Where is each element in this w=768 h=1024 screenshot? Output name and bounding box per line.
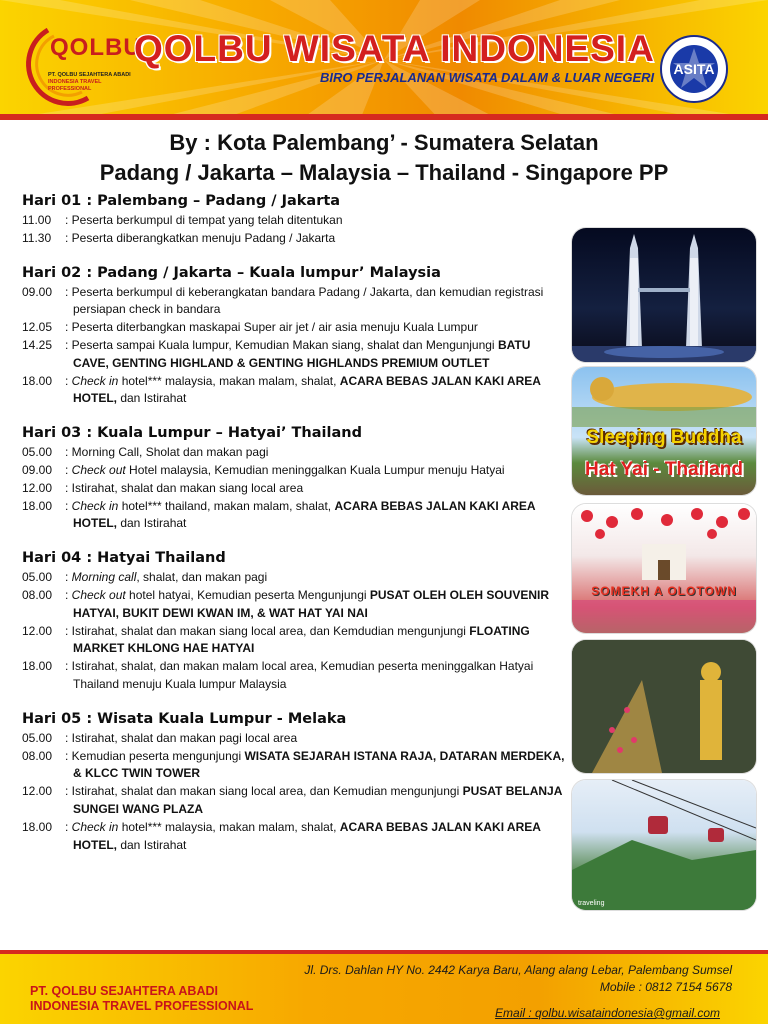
photo-caption-location: Hat Yai - Thailand bbox=[584, 459, 744, 480]
itinerary-day bbox=[22, 711, 567, 855]
schedule-row bbox=[22, 498, 567, 534]
schedule-time: 08.00 bbox=[22, 748, 53, 763]
description-bold: ACARA BEBAS JALAN KAKI AREA HOTEL, bbox=[73, 498, 536, 531]
description-pre-italic: : bbox=[65, 462, 72, 477]
schedule-row bbox=[22, 444, 567, 462]
day-title: Hari 03 : Kuala Lumpur – Hatyai’ Thailand bbox=[22, 425, 362, 442]
route-destinations-title: Padang / Jakarta – Malaysia – Thailand - Singapore PP bbox=[99, 160, 669, 185]
brand-name: QOLBU WISATA INDONESIA bbox=[134, 28, 655, 69]
schedule-description bbox=[65, 819, 567, 855]
header-banner bbox=[0, 0, 768, 120]
description-italic: Check out bbox=[71, 462, 126, 477]
itinerary-day bbox=[22, 425, 567, 533]
schedule-row bbox=[22, 730, 567, 748]
schedule-description bbox=[65, 587, 567, 623]
schedule-description bbox=[65, 462, 567, 480]
schedule-time: 09.00 bbox=[22, 284, 53, 299]
schedule-description bbox=[65, 658, 567, 694]
schedule-row bbox=[22, 783, 567, 819]
photo-caption-title: Sleeping Buddha bbox=[586, 427, 742, 448]
photo-lantern-temple bbox=[572, 504, 756, 633]
day-title: Hari 01 : Palembang – Padang / Jakarta bbox=[22, 193, 341, 209]
schedule-row bbox=[22, 212, 567, 230]
description-pre-italic: : bbox=[65, 373, 72, 388]
description-text: hotel*** malaysia, makan malam, shalat, bbox=[118, 373, 340, 388]
schedule-row bbox=[22, 569, 567, 587]
logo-sub-company: PT. QOLBU SEJAHTERA ABADI bbox=[48, 72, 131, 78]
schedule-row bbox=[22, 623, 567, 659]
schedule-time: 05.00 bbox=[22, 570, 53, 585]
logo-subtitle bbox=[48, 72, 138, 93]
schedule-description bbox=[65, 783, 567, 819]
description-text: Hotel malaysia, Kemudian meninggalkan Kuala Lumpur menuju Hatyai bbox=[125, 462, 505, 477]
cable-car-illustration bbox=[572, 780, 756, 910]
schedule-time: 09.00 bbox=[22, 462, 53, 477]
logo-text: QOLBU bbox=[50, 34, 142, 61]
description-text: : Morning Call, Sholat dan makan pagi bbox=[65, 445, 269, 460]
schedule-description bbox=[65, 444, 567, 462]
itinerary-day bbox=[22, 265, 567, 409]
description-text: : Istirahat, shalat dan makan siang local area, dan Kemudian mengunjungi bbox=[65, 784, 463, 799]
schedule-description bbox=[65, 730, 567, 748]
photo-petronas-towers bbox=[572, 228, 756, 362]
schedule-row bbox=[22, 462, 567, 480]
description-italic: Check in bbox=[71, 373, 119, 388]
description-post: dan Istirahat bbox=[117, 837, 187, 852]
schedule-row bbox=[22, 587, 567, 623]
schedule-time: 05.00 bbox=[22, 445, 53, 460]
description-text: : Peserta diberangkatkan menuju Padang / Jakarta bbox=[65, 230, 336, 245]
description-bold: ACARA BEBAS JALAN KAKI AREA HOTEL, bbox=[73, 373, 541, 406]
description-bold: BATU CAVE, GENTING HIGHLAND & GENTING HIGHLANDS PREMIUM OUTLET bbox=[73, 337, 531, 370]
schedule-time: 08.00 bbox=[22, 587, 53, 602]
schedule-description bbox=[65, 480, 567, 498]
description-pre-italic: : bbox=[65, 570, 72, 585]
schedule-row bbox=[22, 480, 567, 498]
schedule-description bbox=[65, 284, 567, 320]
day-title: Hari 05 : Wisata Kuala Lumpur - Melaka bbox=[22, 710, 347, 727]
footer-banner bbox=[0, 950, 768, 1024]
footer-address: Jl. Drs. Dahlan HY No. 2442 Karya Baru, Alang alang Lebar, Palembang Sumsel bbox=[304, 963, 732, 977]
description-post: dan Istirahat bbox=[117, 391, 187, 406]
footer-contact bbox=[304, 962, 732, 996]
lantern-illustration bbox=[572, 504, 756, 633]
schedule-description bbox=[65, 230, 567, 248]
schedule-time: 18.00 bbox=[22, 659, 53, 674]
schedule-time: 12.05 bbox=[22, 320, 53, 335]
photo-sleeping-buddha bbox=[572, 367, 756, 495]
description-text: hotel*** malaysia, makan malam, shalat, bbox=[118, 819, 340, 834]
footer-email-link[interactable]: Email : qolbu.wisataindonesia@gmail.com bbox=[495, 1006, 720, 1020]
photo-watermark: traveling bbox=[578, 900, 605, 907]
schedule-time: 05.00 bbox=[22, 730, 53, 745]
schedule-row bbox=[22, 373, 567, 409]
itinerary bbox=[22, 193, 567, 871]
description-pre-italic: : bbox=[65, 587, 72, 602]
description-text: : Peserta sampai Kuala lumpur, Kemudian Makan siang, shalat dan Mengunjungi bbox=[65, 337, 495, 352]
description-bold: ACARA BEBAS JALAN KAKI AREA HOTEL, bbox=[73, 819, 541, 852]
schedule-description bbox=[65, 319, 567, 337]
asita-badge bbox=[650, 34, 738, 104]
schedule-description bbox=[65, 498, 567, 534]
description-post: dan Istirahat bbox=[117, 516, 187, 531]
route-origin-title: By : Kota Palembang’ - Sumatera Selatan bbox=[169, 130, 599, 155]
day-title: Hari 04 : Hatyai Thailand bbox=[22, 550, 226, 567]
schedule-row bbox=[22, 658, 567, 694]
description-bold: PUSAT OLEH OLEH SOUVENIR HATYAI, BUKIT DEWI KWAN IM, & WAT HAT YAI NAI bbox=[73, 587, 550, 620]
logo-sub-tagline: INDONESIA TRAVEL PROFESSIONAL bbox=[48, 79, 102, 92]
description-text: : Peserta diterbangkan maskapai Super air jet / air asia menuju Kuala Lumpur bbox=[65, 320, 478, 335]
description-pre-italic: : bbox=[65, 498, 72, 513]
description-text: hotel*** thailand, makan malam, shalat, bbox=[118, 498, 335, 513]
description-text: : Peserta berkumpul di tempat yang telah ditentukan bbox=[65, 213, 343, 227]
asita-label: ASITA bbox=[673, 61, 715, 77]
schedule-time: 11.30 bbox=[22, 230, 52, 245]
footer-company-name: PT. QOLBU SEJAHTERA ABADI bbox=[30, 984, 218, 998]
schedule-row bbox=[22, 284, 567, 320]
asita-emblem-icon bbox=[650, 34, 738, 104]
photo-batu-caves bbox=[572, 640, 756, 773]
schedule-description bbox=[65, 623, 567, 659]
schedule-time: 12.00 bbox=[22, 784, 53, 799]
photo-sign-text: SOMEKH A OLOTOWN bbox=[591, 584, 737, 598]
schedule-row bbox=[22, 748, 567, 784]
schedule-row bbox=[22, 337, 567, 373]
schedule-time: 18.00 bbox=[22, 373, 53, 388]
day-title: Hari 02 : Padang / Jakarta – Kuala lumpur’ Malaysia bbox=[22, 264, 441, 281]
batu-caves-illustration bbox=[572, 640, 756, 773]
itinerary-day bbox=[22, 193, 567, 248]
description-text: hotel hatyai, Kemudian peserta Mengunjungi bbox=[125, 587, 370, 602]
description-text: : Istirahat, shalat, dan makan malam local area, Kemudian peserta meninggalkan Hatyai Thailand menuju Kuala lumpur Malaysia bbox=[65, 659, 534, 691]
description-text: : Peserta berkumpul di keberangkatan bandara Padang / Jakarta, dan kemudian registrasi persiapan check in bandara bbox=[65, 284, 544, 317]
footer-company-tagline: INDONESIA TRAVEL PROFESSIONAL bbox=[30, 999, 254, 1013]
description-bold: WISATA SEJARAH ISTANA RAJA, DATARAN MERDEKA, & KLCC TWIN TOWER bbox=[73, 748, 565, 781]
description-italic: Check out bbox=[71, 587, 126, 602]
description-bold: FLOATING MARKET KHLONG HAE HATYAI bbox=[73, 623, 530, 656]
schedule-row bbox=[22, 819, 567, 855]
schedule-time: 12.00 bbox=[22, 480, 53, 495]
description-italic: Check in bbox=[71, 498, 119, 513]
description-text: : Istirahat, shalat dan makan siang local area, dan Kemdudian mengunjungi bbox=[65, 623, 466, 638]
qolbu-logo bbox=[18, 20, 142, 108]
description-italic: Check in bbox=[71, 819, 119, 834]
itinerary-day bbox=[22, 550, 567, 694]
description-italic: Morning call bbox=[71, 570, 137, 585]
description-text: : Istirahat, shalat dan makan siang local area bbox=[65, 480, 304, 495]
schedule-time: 18.00 bbox=[22, 819, 53, 834]
footer-company bbox=[30, 984, 253, 1014]
footer-mobile: Mobile : 0812 7154 5678 bbox=[599, 980, 732, 994]
schedule-time: 18.00 bbox=[22, 498, 53, 513]
description-pre-italic: : bbox=[65, 819, 72, 834]
description-bold: PUSAT BELANJA SUNGEI WANG PLAZA bbox=[73, 784, 562, 816]
schedule-description bbox=[65, 569, 567, 587]
schedule-time: 12.00 bbox=[22, 623, 53, 638]
description-text: : Kemudian peserta mengunjungi bbox=[65, 748, 245, 763]
description-text: : Istirahat, shalat dan makan pagi local area bbox=[65, 730, 298, 745]
twin-towers-illustration bbox=[572, 228, 756, 362]
schedule-description bbox=[65, 337, 567, 373]
brand-tagline: BIRO PERJALANAN WISATA DALAM & LUAR NEGERI bbox=[320, 70, 655, 85]
schedule-row bbox=[22, 230, 567, 248]
schedule-row bbox=[22, 319, 567, 337]
schedule-time: 11.00 bbox=[22, 213, 52, 227]
photo-cable-car bbox=[572, 780, 756, 910]
schedule-description bbox=[65, 212, 567, 230]
schedule-time: 14.25 bbox=[22, 337, 53, 352]
description-text: , shalat, dan makan pagi bbox=[136, 570, 268, 585]
schedule-description bbox=[65, 748, 567, 784]
schedule-description bbox=[65, 373, 567, 409]
